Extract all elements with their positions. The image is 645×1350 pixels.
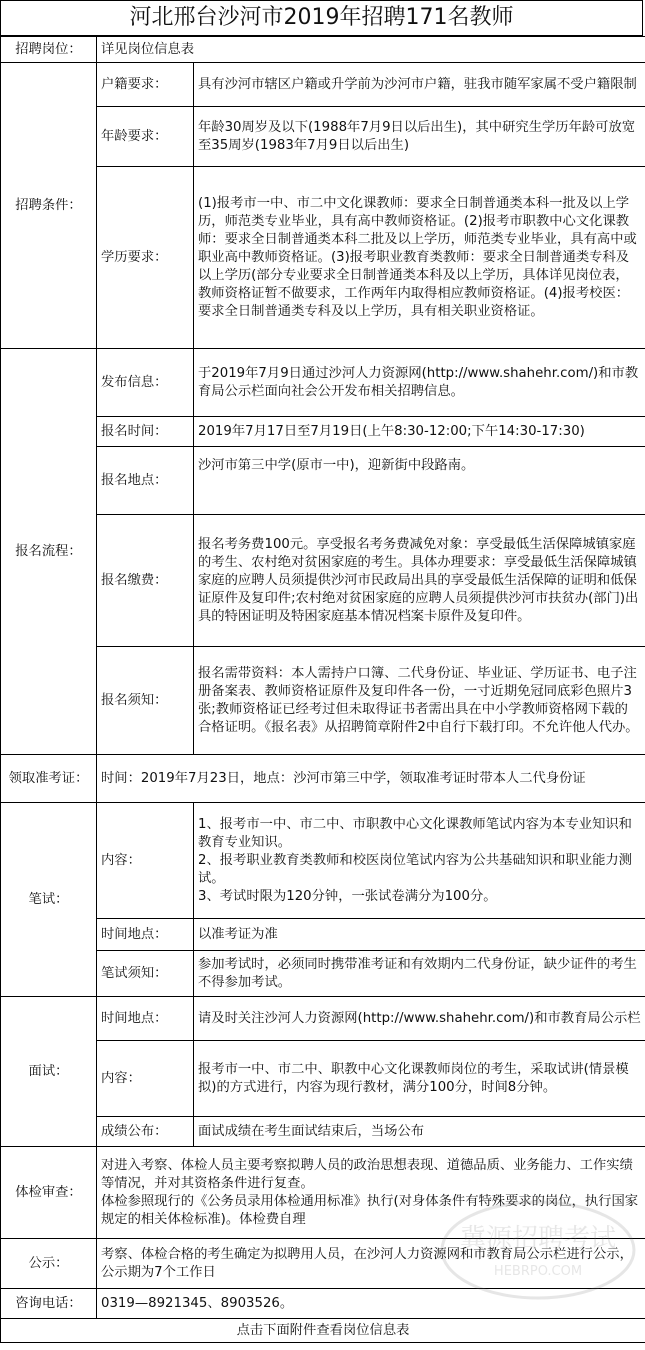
conditions-label: 招聘条件：: [1, 63, 97, 349]
education-label: 学历要求：: [97, 167, 194, 349]
age-value: 年龄30周岁及以下(1988年7月9日以后出生)，其中研究生学历年龄可放宽至35周岁(1983年7月9日以后出生): [194, 107, 645, 167]
position-label: 招聘岗位：: [1, 37, 97, 63]
notice-value: 报名需带资料：本人需持户口簿、二代身份证、毕业证、学历证书、电子注册备案表、教师资格证原件及复印件各一份，一寸近期免冠同底彩色照片3张;教师资格证已经考过但未取得证书者需出具在中小学教师资格网下载的合格证明。《报名表》从招聘简章附件2中自行下载打印。不允许他人代办。: [194, 647, 645, 755]
written-content-label: 内容：: [97, 803, 194, 919]
recruitment-info-table: [0, 36, 645, 1343]
written-content-value: [194, 803, 645, 919]
hukou-value: 具有沙河市辖区户籍或升学前为沙河市户籍，驻我市随军家属不受户籍限制: [194, 63, 645, 107]
interview-label: 面试：: [1, 997, 97, 1147]
publicity-label: 公示：: [1, 1239, 97, 1289]
interview-result-value: 面试成绩在考生面试结束后，当场公布: [194, 1117, 645, 1147]
watermark-sub: HEBRPO.COM: [493, 1264, 583, 1279]
physical-label: 体检审查：: [1, 1147, 97, 1239]
row-contact: [1, 1289, 645, 1319]
physical-value: [97, 1147, 645, 1239]
publicity-value: 考察、体检合格的考生确定为拟聘用人员，在沙河人力资源网和市教育局公示栏进行公示，公示期为7个工作日: [97, 1239, 645, 1289]
written-notice-value: 参加考试时，必须同时携带准考证和有效期内二代身份证，缺少证件的考生不得参加考试。: [194, 951, 645, 997]
admission-label: 领取准考证：: [1, 755, 97, 803]
row-physical: [1, 1147, 645, 1239]
signup-time-value: 2019年7月17日至7月19日(上午8:30-12:00;下午14:30-17:30): [194, 417, 645, 447]
written-content-line: 2、报考职业教育类教师和校医岗位笔试内容为公共基础知识和职业能力测试。: [198, 852, 632, 886]
row-place: [1, 447, 645, 515]
row-position: [1, 37, 645, 63]
interview-timeplace-label: 时间地点：: [97, 997, 194, 1041]
written-content-line: 1、报考市一中、市二中、市职教中心文化课教师笔试内容为本专业知识和教育专业知识。: [198, 816, 632, 850]
row-interview-timeplace: [1, 997, 645, 1041]
written-timeplace-label: 时间地点：: [97, 919, 194, 951]
watermark-text: 冀源招聘考试: [459, 1224, 617, 1254]
signup-place-label: 报名地点：: [97, 447, 194, 515]
interview-content-value: 报考市一中、市二中、职教中心文化课教师岗位的考生，采取试讲(情景模拟)的方式进行，内容为现行教材，满分100分，时间8分钟。: [194, 1041, 645, 1117]
fee-label: 报名缴费：: [97, 515, 194, 647]
age-label: 年龄要求：: [97, 107, 194, 167]
signup-time-label: 报名时间：: [97, 417, 194, 447]
fee-value: 报名考务费100元。享受报名考务费减免对象：享受最低生活保障城镇家庭的考生、农村绝对贫困家庭的考生。具体办理要求：享受最低生活保障城镇家庭的应聘人员须提供沙河市民政局出具的享受最低生活保障的证明和低保证原件及复印件;农村绝对贫困家庭的应聘人员须提供沙河市扶贫办(部门)出具的特困证明及特困家庭基本情况档案卡原件及复印件。: [194, 515, 645, 647]
contact-value: 0319—8921345、8903526。: [97, 1289, 645, 1319]
interview-timeplace-value: 请及时关注沙河人力资源网(http://www.shahehr.com/)和市教育局公示栏: [194, 997, 645, 1041]
row-interview-content: [1, 1041, 645, 1117]
physical-line: 对进入考察、体检人员主要考察拟聘人员的政治思想表现、道德品质、业务能力、工作实绩等情况，并对其资格条件进行复查。: [101, 1157, 633, 1191]
row-written-notice: [1, 951, 645, 997]
row-interview-result: [1, 1117, 645, 1147]
row-hukou: [1, 63, 645, 107]
row-footer: [1, 1319, 645, 1343]
contact-label: 咨询电话：: [1, 1289, 97, 1319]
row-written-timeplace: [1, 919, 645, 951]
row-notice: [1, 647, 645, 755]
notice-label: 报名须知：: [97, 647, 194, 755]
position-value: 详见岗位信息表: [97, 37, 645, 63]
interview-result-label: 成绩公布：: [97, 1117, 194, 1147]
hukou-label: 户籍要求：: [97, 63, 194, 107]
written-label: 笔试：: [1, 803, 97, 997]
written-notice-label: 笔试须知：: [97, 951, 194, 997]
release-value: 于2019年7月9日通过沙河人力资源网(http://www.shahehr.com/)和市教育局公示栏面向社会公开发布相关招聘信息。: [194, 349, 645, 417]
row-age: [1, 107, 645, 167]
row-written-content: [1, 803, 645, 919]
row-release: [1, 349, 645, 417]
process-label: 报名流程：: [1, 349, 97, 755]
signup-place-value: 沙河市第三中学(原市一中)，迎新街中段路南。: [194, 447, 645, 515]
interview-content-label: 内容：: [97, 1041, 194, 1117]
row-time: [1, 417, 645, 447]
page-title: 河北邢台沙河市2019年招聘171名教师: [0, 0, 643, 36]
row-education: [1, 167, 645, 349]
admission-value: 时间：2019年7月23日，地点：沙河市第三中学，领取准考证时带本人二代身份证: [97, 755, 645, 803]
row-publicity: [1, 1239, 645, 1289]
written-timeplace-value: 以准考证为准: [194, 919, 645, 951]
education-value: (1)报考市一中、市二中文化课教师：要求全日制普通类本科一批及以上学历，师范类专业毕业，具有高中教师资格证。(2)报考市职教中心文化课教师：要求全日制普通类本科二批及以上学历，师范类专业毕业，具有高中或职业高中教师资格证。(3)报考职业教育类教师：要求全日制普通类专科及以上学历(部分专业要求全日制普通类本科及以上学历，具体详见岗位表，教师资格证暂不做要求，工作两年内取得相应教师资格证。(4)报考校医：要求全日制普通类专科及以上学历，具有相关职业资格证。: [194, 167, 645, 349]
attachment-link[interactable]: 点击下面附件查看岗位信息表: [1, 1319, 645, 1343]
row-fee: [1, 515, 645, 647]
written-content-line: 3、考试时限为120分钟，一张试卷满分为100分。: [198, 888, 497, 904]
release-label: 发布信息：: [97, 349, 194, 417]
row-admission: [1, 755, 645, 803]
physical-line: 体检参照现行的《公务员录用体检通用标准》执行(对身体条件有特殊要求的岗位，执行国家规定的相关体检标准)。体检费自理: [101, 1193, 639, 1227]
